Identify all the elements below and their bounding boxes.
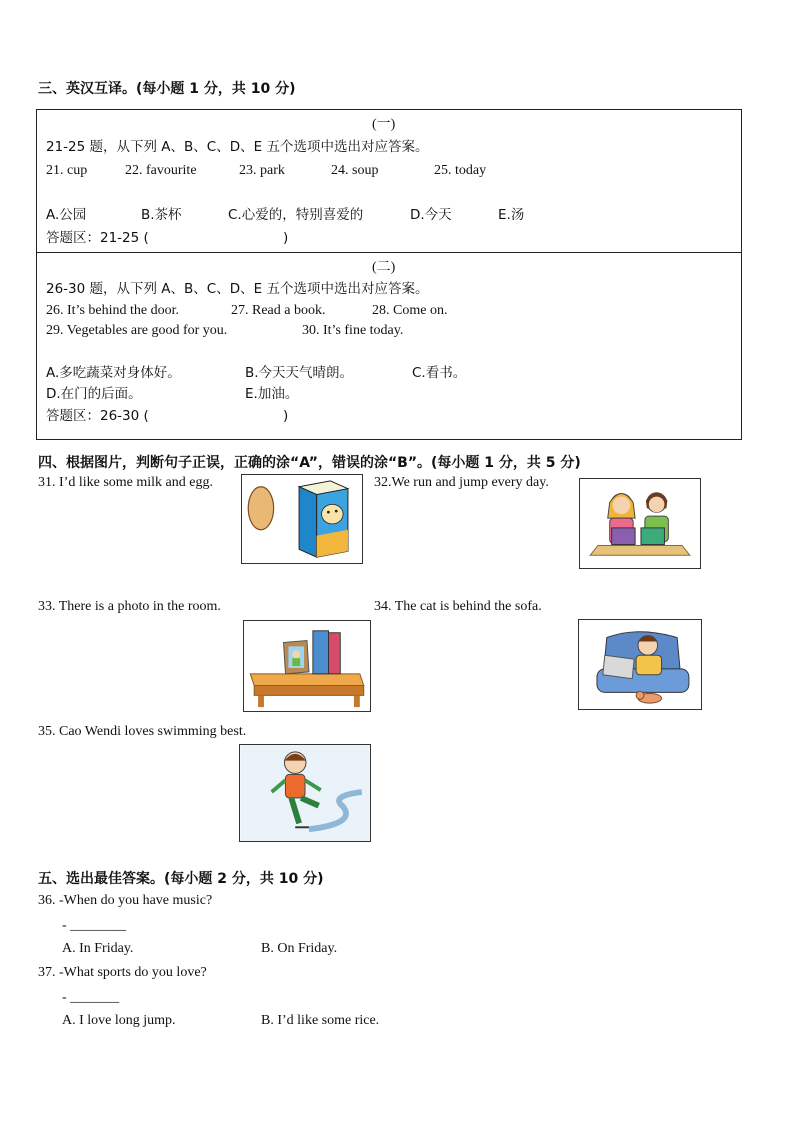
answer-close-21-25: ) <box>283 230 289 246</box>
item-27: 27. Read a book. <box>231 303 326 318</box>
photo-frame-on-table-image <box>243 620 371 712</box>
section-4-heading: 四、根据图片，判断句子正误，正确的涂“A”，错误的涂“B”。(每小题 1 分，共 5 分) <box>38 455 581 471</box>
item-26: 26. It’s behind the door. <box>46 303 179 318</box>
item-29: 29. Vegetables are good for you. <box>46 323 228 338</box>
item-23: 23. park <box>239 163 285 178</box>
item-22: 22. favourite <box>125 163 197 178</box>
question-36-blank: - ________ <box>62 918 127 933</box>
question-35: 35. Cao Wendi loves swimming best. <box>38 724 247 739</box>
item-30: 30. It’s fine today. <box>302 323 404 338</box>
option-d-2: D.在门的后面。 <box>46 386 142 402</box>
section-5-heading: 五、选出最佳答案。(每小题 2 分，共 10 分) <box>38 871 324 887</box>
egg-and-milk-carton-image <box>241 474 363 564</box>
option-c-1: C.心爱的，特别喜爱的 <box>228 207 364 223</box>
option-d-1: D.今天 <box>410 207 452 223</box>
section-3-heading: 三、英汉互译。(每小题 1 分，共 10 分) <box>38 81 296 97</box>
boy-ice-skating-image <box>239 744 371 842</box>
item-25: 25. today <box>434 163 487 178</box>
option-c-2: C.看书。 <box>412 365 467 381</box>
question-37-option-b: B. I’d like some rice. <box>261 1013 380 1028</box>
option-a-1: A.公园 <box>46 207 87 223</box>
part-1-title: (一) <box>372 117 396 132</box>
question-36: 36. -When do you have music? <box>38 893 213 908</box>
question-36-option-a: A. In Friday. <box>62 941 134 956</box>
item-28: 28. Come on. <box>372 303 448 318</box>
option-e-1: E.汤 <box>498 207 525 223</box>
question-37-blank: - _______ <box>62 990 120 1005</box>
question-37: 37. -What sports do you love? <box>38 965 207 980</box>
part-2-title: (二) <box>372 260 396 275</box>
option-b-1: B.茶杯 <box>141 207 182 223</box>
answer-area-21-25: 答题区：21-25 ( <box>46 230 149 246</box>
answer-area-26-30: 答题区：26-30 ( <box>46 408 149 424</box>
question-37-option-a: A. I love long jump. <box>62 1013 176 1028</box>
two-girls-reading-image <box>579 478 701 569</box>
question-36-option-b: B. On Friday. <box>261 941 338 956</box>
item-21: 21. cup <box>46 163 88 178</box>
question-32: 32.We run and jump every day. <box>374 475 549 490</box>
answer-close-26-30: ) <box>283 408 289 424</box>
option-e-2: E.加油。 <box>245 386 299 402</box>
question-31: 31. I’d like some milk and egg. <box>38 475 213 490</box>
question-34: 34. The cat is behind the sofa. <box>374 599 542 614</box>
item-24: 24. soup <box>331 163 379 178</box>
man-reading-on-sofa-with-cat-image <box>578 619 702 710</box>
part-2-instruction: 26-30 题，从下列 A、B、C、D、E 五个选项中选出对应答案。 <box>46 281 429 297</box>
option-a-2: A.多吃蔬菜对身体好。 <box>46 365 181 381</box>
part-1-instruction: 21-25 题，从下列 A、B、C、D、E 五个选项中选出对应答案。 <box>46 139 429 155</box>
question-33: 33. There is a photo in the room. <box>38 599 221 614</box>
option-b-2: B.今天天气晴朗。 <box>245 365 354 381</box>
